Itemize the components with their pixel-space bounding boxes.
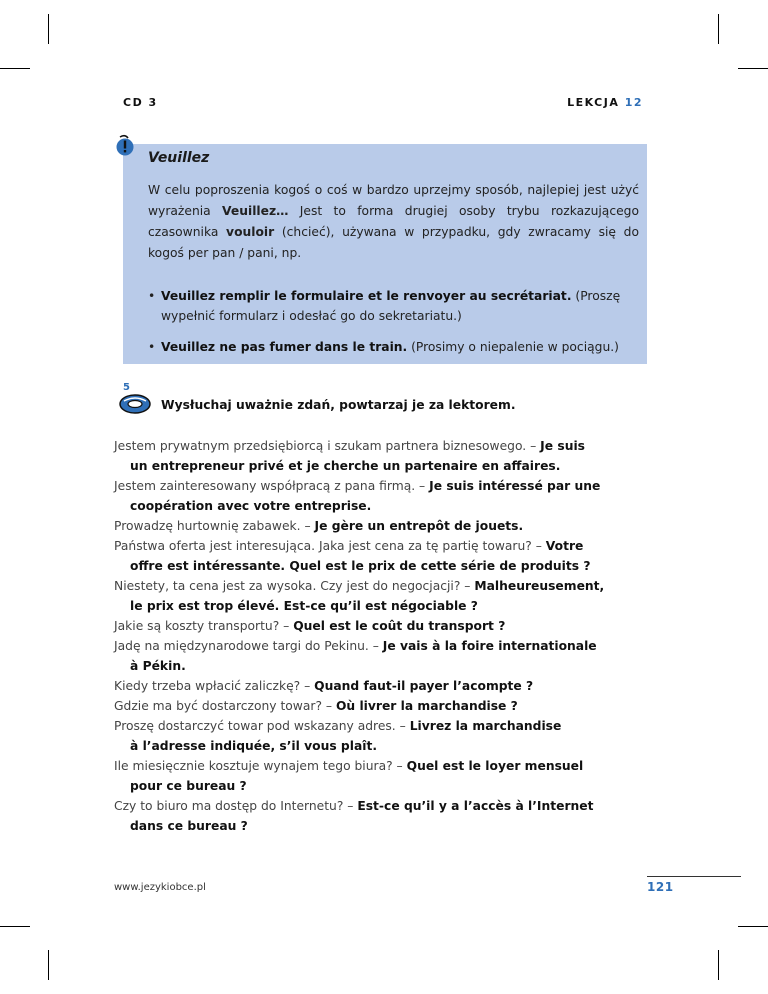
list-item bbox=[114, 616, 654, 636]
french-sentence-cont: pour ce bureau ? bbox=[130, 779, 247, 793]
polish-sentence: Ile miesięcznie kosztuje wynajem tego biura? – bbox=[114, 759, 407, 773]
cd-icon bbox=[115, 380, 159, 416]
cd-label: CD 3 bbox=[123, 96, 158, 109]
list-item bbox=[114, 796, 654, 836]
french-sentence: Malheureusement, bbox=[474, 579, 605, 593]
divider bbox=[647, 876, 741, 877]
sentence-list bbox=[114, 436, 654, 836]
page-header bbox=[123, 96, 643, 112]
lesson-number: 12 bbox=[624, 96, 643, 109]
french-sentence-cont: un entrepreneur privé et je cherche un partenaire en affaires. bbox=[130, 459, 561, 473]
bullet-dot: • bbox=[148, 289, 156, 303]
list-item bbox=[114, 536, 654, 576]
bullet-dot: • bbox=[148, 340, 156, 354]
list-item bbox=[114, 716, 654, 756]
french-sentence: Livrez la marchandise bbox=[409, 719, 562, 733]
french-sentence: Quel est le coût du transport ? bbox=[293, 619, 506, 633]
list-item bbox=[114, 676, 654, 696]
french-sentence: Je gère un entrepôt de jouets. bbox=[314, 519, 524, 533]
french-sentence: Votre bbox=[545, 539, 584, 553]
note-bold-term: Veuillez… bbox=[222, 204, 289, 218]
list-item bbox=[114, 756, 654, 796]
example-french: Veuillez ne pas fumer dans le train. bbox=[161, 340, 408, 354]
note-text: W celu poproszenia kogoś o coś w bardzo uprzejmy sposób, najlepiej jest użyć wyrażenia bbox=[148, 183, 639, 218]
polish-sentence: Niestety, ta cena jest za wysoka. Czy jest do negocjacji? – bbox=[114, 579, 475, 593]
example-polish: (Prosimy o niepalenie w pociągu.) bbox=[407, 340, 619, 354]
polish-sentence: Kiedy trzeba wpłacić zaliczkę? – bbox=[114, 679, 315, 693]
polish-sentence: Proszę dostarczyć towar pod wskazany adres. – bbox=[114, 719, 410, 733]
french-sentence-cont: dans ce bureau ? bbox=[130, 819, 248, 833]
exercise-title: Wysłuchaj uważnie zdań, powtarzaj je za lektorem. bbox=[161, 398, 516, 412]
list-item bbox=[114, 476, 654, 516]
french-sentence-cont: coopération avec votre entreprise. bbox=[130, 499, 372, 513]
list-item bbox=[114, 696, 654, 716]
example-bullet bbox=[148, 286, 644, 326]
french-sentence: Où livrer la marchandise ? bbox=[335, 699, 518, 713]
polish-sentence: Jestem prywatnym przedsiębiorcą i szukam partnera biznesowego. – bbox=[114, 439, 541, 453]
exercise-number: 5 bbox=[123, 382, 130, 393]
polish-sentence: Prowadzę hurtownię zabawek. – bbox=[114, 519, 315, 533]
page-number: 121 bbox=[647, 880, 674, 894]
polish-sentence: Jestem zainteresowany współpracą z pana firmą. – bbox=[114, 479, 430, 493]
french-sentence: Je vais à la foire internationale bbox=[382, 639, 597, 653]
lesson-label bbox=[567, 96, 643, 109]
crop-mark bbox=[48, 950, 49, 980]
crop-mark bbox=[48, 14, 49, 44]
lesson-word: LEKCJA bbox=[567, 96, 620, 109]
french-sentence: Quel est le loyer mensuel bbox=[406, 759, 584, 773]
french-sentence-cont: offre est intéressante. Quel est le prix de cette série de produits ? bbox=[130, 559, 591, 573]
list-item bbox=[114, 636, 654, 676]
crop-mark bbox=[738, 68, 768, 69]
french-sentence: Je suis bbox=[540, 439, 585, 453]
list-item bbox=[114, 436, 654, 476]
french-sentence-cont: à l’adresse indiquée, s’il vous plaît. bbox=[130, 739, 378, 753]
note-bold-term: vouloir bbox=[226, 225, 275, 239]
note-text: Jest to forma drugiej osoby trybu rozkazującego czasownika bbox=[148, 204, 640, 239]
note-paragraph bbox=[148, 180, 639, 264]
example-polish: (Proszę wypełnić formularz i odesłać go do sekretariatu.) bbox=[161, 289, 621, 323]
exclamation-icon bbox=[114, 134, 136, 156]
polish-sentence: Jakie są koszty transportu? – bbox=[114, 619, 294, 633]
crop-mark bbox=[718, 950, 719, 980]
crop-mark bbox=[718, 14, 719, 44]
list-item bbox=[114, 516, 654, 536]
crop-mark bbox=[738, 926, 768, 927]
note-title: Veuillez bbox=[148, 150, 210, 166]
example-bullet bbox=[148, 337, 644, 357]
polish-sentence: Jadę na międzynarodowe targi do Pekinu. – bbox=[114, 639, 383, 653]
polish-sentence: Czy to biuro ma dostęp do Internetu? – bbox=[114, 799, 358, 813]
footer-url[interactable]: www.jezykiobce.pl bbox=[114, 882, 206, 893]
crop-mark bbox=[0, 926, 30, 927]
french-sentence: Est-ce qu’il y a l’accès à l’Internet bbox=[357, 799, 594, 813]
example-french: Veuillez remplir le formulaire et le renvoyer au secrétariat. bbox=[161, 289, 572, 303]
french-sentence-cont: le prix est trop élevé. Est-ce qu’il est négociable ? bbox=[130, 599, 478, 613]
french-sentence-cont: à Pékin. bbox=[130, 659, 186, 673]
french-sentence: Je suis intéressé par une bbox=[429, 479, 601, 493]
crop-mark bbox=[0, 68, 30, 69]
list-item bbox=[114, 576, 654, 616]
polish-sentence: Gdzie ma być dostarczony towar? – bbox=[114, 699, 336, 713]
french-sentence: Quand faut-il payer l’acompte ? bbox=[314, 679, 534, 693]
note-text: (chcieć), używana w przypadku, gdy zwracamy się do kogoś per pan / pani, np. bbox=[148, 225, 639, 260]
polish-sentence: Państwa oferta jest interesująca. Jaka jest cena za tę partię towaru? – bbox=[114, 539, 546, 553]
